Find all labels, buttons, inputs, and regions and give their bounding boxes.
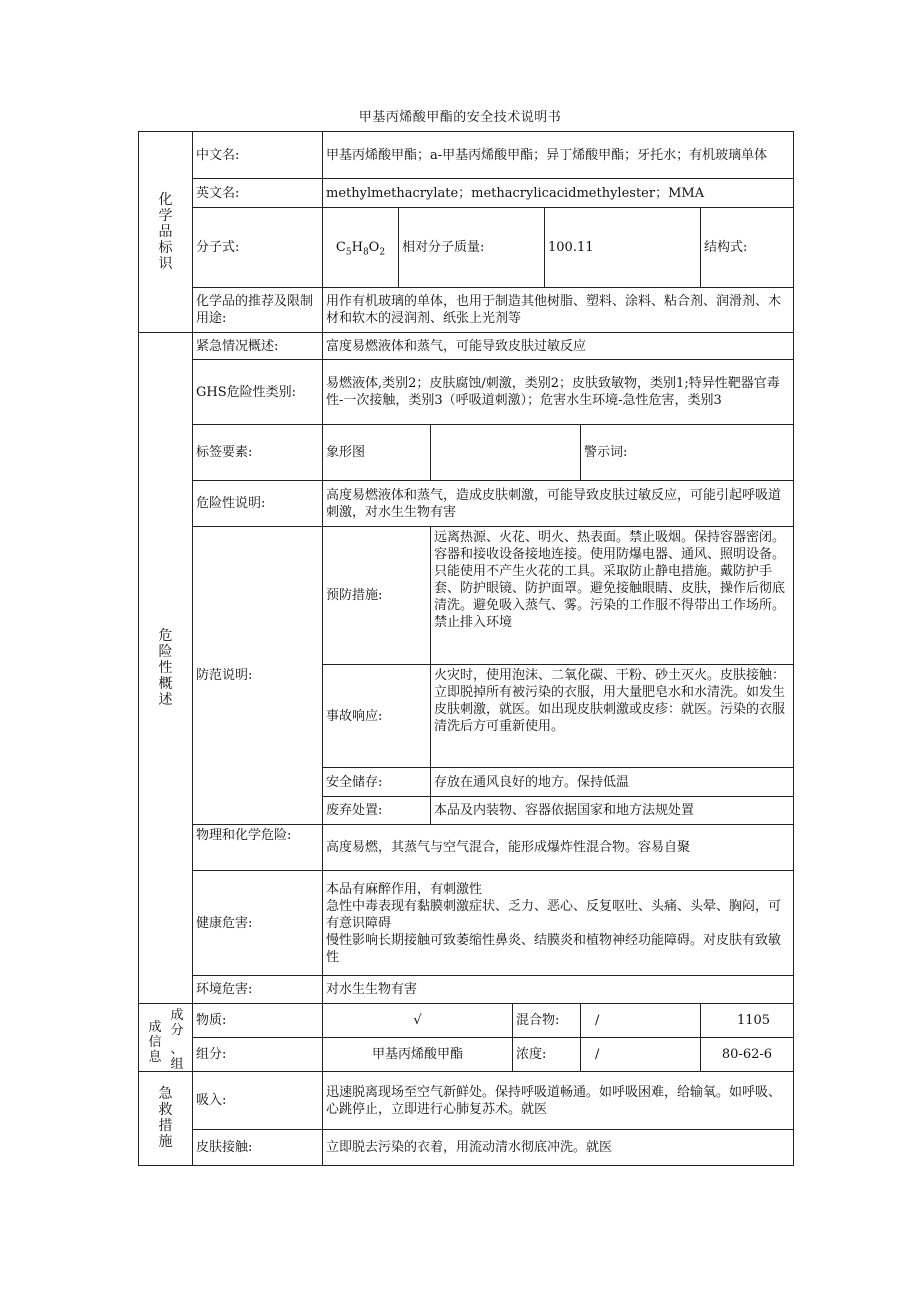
emergency-label: 紧急情况概述:: [193, 333, 323, 360]
section-identification: 化学品标识: [139, 132, 193, 333]
mass-value: 100.11: [545, 208, 701, 288]
label-elements-label: 标签要素:: [193, 425, 323, 481]
pictogram-cell: [431, 425, 581, 481]
skin-value: 立即脱去污染的衣着，用流动清水彻底冲洗。就医: [323, 1130, 794, 1166]
inhalation-value: 迅速脱离现场至空气新鲜处。保持呼吸道畅通。如呼吸困难，给输氧。如呼吸、心跳停止，立即进行心肺复苏术。就医: [323, 1072, 794, 1130]
en-name-value: methylmethacrylate；methacrylicacidmethylester；MMA: [323, 179, 794, 208]
env-value: 对水生生物有害: [323, 976, 794, 1004]
serial-value: 1105: [736, 1013, 771, 1028]
usage-value: 用作有机玻璃的单体，也用于制造其他树脂、塑料、涂料、粘合剂、润滑剂、木材和软木的浸润剂、纸张上光剂等: [323, 288, 794, 333]
physchem-label: 物理和化学危险:: [193, 825, 323, 871]
component-value: 甲基丙烯酸甲酯: [323, 1038, 513, 1072]
ghs-value: 易燃液体,类别2；皮肤腐蚀/刺激，类别2；皮肤致敏物，类别1;特异性靶器官毒性-一次接触，类别3（呼吸道刺激）；危害水生环境-急性危害，类别3: [323, 360, 794, 425]
signal-word-label: 警示词:: [581, 425, 794, 481]
cn-name-label: 中文名:: [193, 132, 323, 179]
storage-label: 安全储存:: [323, 768, 431, 797]
hazard-statement-label: 危险性说明:: [193, 481, 323, 527]
prevention-label: 预防措施:: [323, 527, 431, 665]
safety-data-sheet-table: [138, 131, 794, 1166]
mixture-label: 混合物:: [513, 1004, 581, 1038]
formula-value: $C_5H_8O_2$: [323, 208, 399, 288]
usage-label: 化学品的推荐及限制用途:: [193, 288, 323, 333]
serial-cell: [701, 1004, 794, 1038]
concentration-label: 浓度:: [513, 1038, 581, 1072]
cas-cell: [701, 1038, 794, 1072]
health-line-1: 本品有麻醉作用，有刺激性: [326, 881, 483, 897]
cn-name-value: 甲基丙烯酸甲酯；a-甲基丙烯酸甲酯；异丁烯酸甲酯；牙托水；有机玻璃单体: [323, 132, 794, 179]
section-first-aid: 急救措施: [139, 1072, 193, 1166]
mass-label: 相对分子质量:: [399, 208, 545, 288]
en-name-label: 英文名:: [193, 179, 323, 208]
response-value: 火灾时，使用泡沫、二氧化碳、干粉、砂土灭火。皮肤接触：立即脱掉所有被污染的衣服，用大量肥皂水和水清洗。如发生皮肤刺激，就医。如出现皮肤刺激或皮疹：就医。污染的衣服清洗后方可重新使用。: [431, 665, 794, 768]
substance-label: 物质:: [193, 1004, 323, 1038]
health-label: 健康危害:: [193, 871, 323, 976]
cas-value: 80-62-6: [721, 1047, 773, 1062]
document-title: 甲基丙烯酸甲酯的安全技术说明书: [358, 110, 562, 125]
inhalation-label: 吸入:: [193, 1072, 323, 1130]
skin-label: 皮肤接触:: [193, 1130, 323, 1166]
physchem-value: 高度易燃，其蒸气与空气混合，能形成爆炸性混合物。容易自聚: [323, 825, 794, 871]
health-line-3: 慢性影响长期接触可致萎缩性鼻炎、结膜炎和植物神经功能障碍。对皮肤有致敏性: [326, 932, 782, 965]
response-label: 事故响应:: [323, 665, 431, 768]
health-line-2: 急性中毒表现有黏膜刺激症状、乏力、恶心、反复呕吐、头痛、头晕、胸闷，可有意识障碍: [326, 898, 782, 931]
component-label: 组分:: [193, 1038, 323, 1072]
formula-label: 分子式:: [193, 208, 323, 288]
env-label: 环境危害:: [193, 976, 323, 1004]
disposal-value: 本品及内装物、容器依据国家和地方法规处置: [431, 797, 794, 825]
health-value: [323, 871, 794, 976]
pictogram-label: 象形图: [323, 425, 431, 481]
prevention-value: 远离热源、火花、明火、热表面。禁止吸烟。保持容器密闭。容器和接收设备接地连接。使用防爆电器、通风、照明设备。只能使用不产生火花的工具。采取防止静电措施。戴防护手套、防护眼镜、防护面罩。避免接触眼睛、皮肤，操作后彻底清洗。避免吸入蒸气、雾。污染的工作服不得带出工作场所。禁止排入环境: [431, 527, 794, 665]
emergency-value: 富度易燃液体和蒸气，可能导致皮肤过敏反应: [323, 333, 794, 360]
structure-label: 结构式:: [701, 208, 794, 288]
section-composition: 成分 成信息 、组: [139, 1004, 193, 1072]
storage-value: 存放在通风良好的地方。保持低温: [431, 768, 794, 797]
precaution-label: 防范说明:: [193, 527, 323, 825]
ghs-label: GHS危险性类别:: [193, 360, 323, 425]
concentration-value: /: [581, 1038, 701, 1072]
hazard-statement-value: 高度易燃液体和蒸气，造成皮肤刺激，可能导致皮肤过敏反应，可能引起呼吸道刺激，对水生生物有害: [323, 481, 794, 527]
mixture-value: /: [581, 1004, 701, 1038]
substance-value: √: [323, 1004, 513, 1038]
section-hazards: 危险性概述: [139, 333, 193, 1004]
disposal-label: 废弃处置:: [323, 797, 431, 825]
